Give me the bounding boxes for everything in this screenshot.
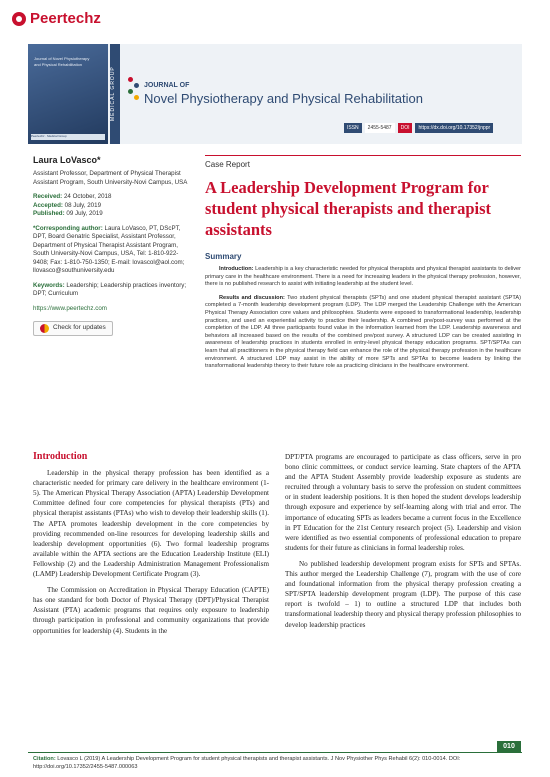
article-title: A Leadership Development Program for student physical therapists and therapist assistants — [205, 178, 492, 239]
article-header — [205, 155, 521, 371]
check-for-updates-button[interactable] — [33, 321, 113, 336]
journal-title-prefix: JOURNAL OF — [144, 82, 190, 89]
medical-group-strip: MEDICAL GROUP — [110, 44, 120, 144]
crossmark-icon — [40, 324, 49, 333]
author-name: Laura LoVasco* — [33, 155, 101, 165]
received-date: 24 October, 2018 — [63, 193, 112, 200]
page-number: 010 — [497, 741, 521, 753]
received-label: Received: — [33, 193, 63, 200]
body-right-column — [285, 452, 521, 636]
doi-label: DOI — [398, 123, 413, 133]
accepted-label: Accepted: — [33, 201, 63, 209]
citation — [33, 755, 521, 771]
keywords — [33, 282, 193, 299]
corresponding-author — [33, 225, 193, 276]
website-link[interactable]: https://www.peertechz.com — [33, 304, 107, 312]
article-dates — [33, 193, 193, 219]
issn-label: ISSN — [344, 123, 362, 133]
summary-heading: Summary — [205, 252, 242, 261]
footer-rule — [28, 752, 522, 753]
paragraph: DPT/PTA programs are encouraged to participate as class officers, serve in pro bono clinic committees, or conduct service learning. State chapters of the APTA and the APTA Student Assembly provide leadership exposure as students are recruited through a voluntary basis to serve the profession on student committees or in student leadership positions. It is then hoped the student develops leadership through exposure and experience by self-learning along with trial and error. The importance of educating SPTs as leaders became a current focus in the Excellence in PT Education for the 21st Century research project (5). Leadership and vision were identified as two essential components of professional education to prepare students for their future as clinicians in formal leadership roles. — [285, 453, 521, 552]
keywords-label: Keywords: — [33, 281, 65, 289]
issn-doi-bar — [344, 122, 493, 133]
paragraph: No published leadership development program exists for SPTs and SPTAs. This author merged the Leadership Challenge (7), program with the use of core and foundational information from the physical therapy profession creating a SPT/SPTA leadership development program (LDP). The purpose of this case report is twofold – 1) to outline a structured LDP that includes both transformational leadership theory and physical therapy profession philosophies to develop leadership practices — [285, 559, 521, 629]
summary-introduction — [205, 266, 521, 289]
journal-banner — [28, 44, 522, 144]
publisher-name[interactable]: Peertechz — [30, 10, 101, 27]
doi-link[interactable]: https://dx.doi.org/10.17352/jnppr — [415, 123, 493, 133]
keywords-text: Leadership; Leadership practices inventory; DPT; Curriculum — [33, 281, 187, 297]
peertechz-logo-icon — [12, 12, 26, 26]
body-left-column — [33, 452, 269, 642]
cover-footer: Peertechz · Medical Group — [31, 134, 105, 140]
header-rule — [205, 155, 521, 156]
author-affiliation: Assistant Professor, Department of Physical Therapist Assistant Program, South University-Novi Campus, USA — [33, 170, 188, 186]
paragraph: Leadership in the physical therapy profession has been identified as a characteristic needed for primary care delivery in the healthcare environment (1-5). The American Physical Therapy Association (APTA) Leadership Development Committee defined four core competencies for physical therapists (PTs) and physical therapist assistants (PTAs) who wish to develop their leadership skills (1). The APTA promotes leadership development in the core competencies by providing recommended on-line resources for developing leadership skills and leadership development opportunities (6). Two formal leadership programs available within the APTA sections are the Education Leadership Institute (ELI) Fellowship (2) and the Leadership Administration Management Professionalism (LAMP) Leadership Development Certificate Program (3). — [33, 469, 269, 579]
summary-results-text: Two student physical therapists (SPTs) and one student physical therapist assistant (SPTA) completed a 7-month leadership development program (LDP). The LDP merged the Leadership Challenge with the American Physical Therapy Association core values and philosophies. Students were exposed to transformational leadership, leadership practices, and used an experiential activity to practice their leadership. A combined pre/post-survey was performed at the completion of the LDP. All three participants found value in the information learned from the LDP. Leadership awareness and behaviors all increased based on the results of the combined pre/post survey. A structured LDP can be created assisting in awareness of leadership practices in students enrolled in entry-level physical therapy education programs. SPT/SPTAs can learn that all practitioners in the physical therapy field can enhance the role of the physical therapy profession in the healthcare environment. A structured LDP may assist in the ability of more SPTs and SPTAs to become leaders by linking the transformational leadership theory to their future role as practicing clinicians in the healthcare environment. — [205, 294, 522, 370]
citation-text: Lovasco L (2019) A Leadership Development Program for student physical therapists and therapist assistants. J Nov Physiother Phys Rehabil 6(2): 010-0014. DOI: http://doi.org/10.17352/2455-5487.000063 — [33, 756, 461, 770]
paragraph: The Commission on Accreditation in Physical Therapy Education (CAPTE) has one standard for both Doctor of Physical Therapy (DPT)/Physical Therapist Assistant (PTA) academic programs that requires only exposure to leadership through participation in professional and community organizations that provide opportunities for leadership (4). Students in the — [33, 586, 269, 635]
journal-logo-icon — [128, 77, 140, 101]
corresponding-label: *Corresponding author: — [33, 224, 103, 232]
cover-title: Journal of Novel Physiotherapy and Physical Rehabilitation — [34, 56, 90, 67]
check-for-updates-label: Check for updates — [53, 324, 106, 332]
summary-results — [205, 295, 521, 371]
summary-intro-label: Introduction: — [219, 266, 254, 272]
journal-title: Novel Physiotherapy and Physical Rehabilitation — [144, 91, 423, 106]
publisher-bar — [0, 0, 550, 42]
published-date: 09 July, 2019 — [66, 210, 103, 217]
summary-results-label: Results and discussion: — [219, 294, 285, 301]
introduction-heading: Introduction — [33, 451, 88, 462]
article-type: Case Report — [205, 160, 250, 169]
journal-cover-image — [28, 44, 108, 144]
summary-intro-text: Leadership is a key characteristic needed for physical therapists and physical therapist assistants to deliver primary care in the healthcare environment. There is a need for increasing leaders in the physical therapy profession, however, there is no published research to assist with initiating leadership at the student level. — [205, 266, 521, 288]
citation-label: Citation: — [33, 756, 56, 762]
corresponding-text: Laura LoVasco, PT, DScPT, DPT, Board Genatric Specialist, Assistant Professor, Department of Physical Therapist Assistant Program, South University-Novi Campus, USA, Tel: 1-810-922-9408; Fax: 1-810-750-1350; E-mail: lovascol@aol.com; llovasco@southuniversity.edu — [33, 224, 185, 274]
accepted-date: 08 July, 2019 — [64, 201, 102, 209]
author-info-column — [33, 155, 193, 337]
published-label: Published: — [33, 210, 65, 217]
issn-value: 2455-5487 — [365, 123, 395, 133]
